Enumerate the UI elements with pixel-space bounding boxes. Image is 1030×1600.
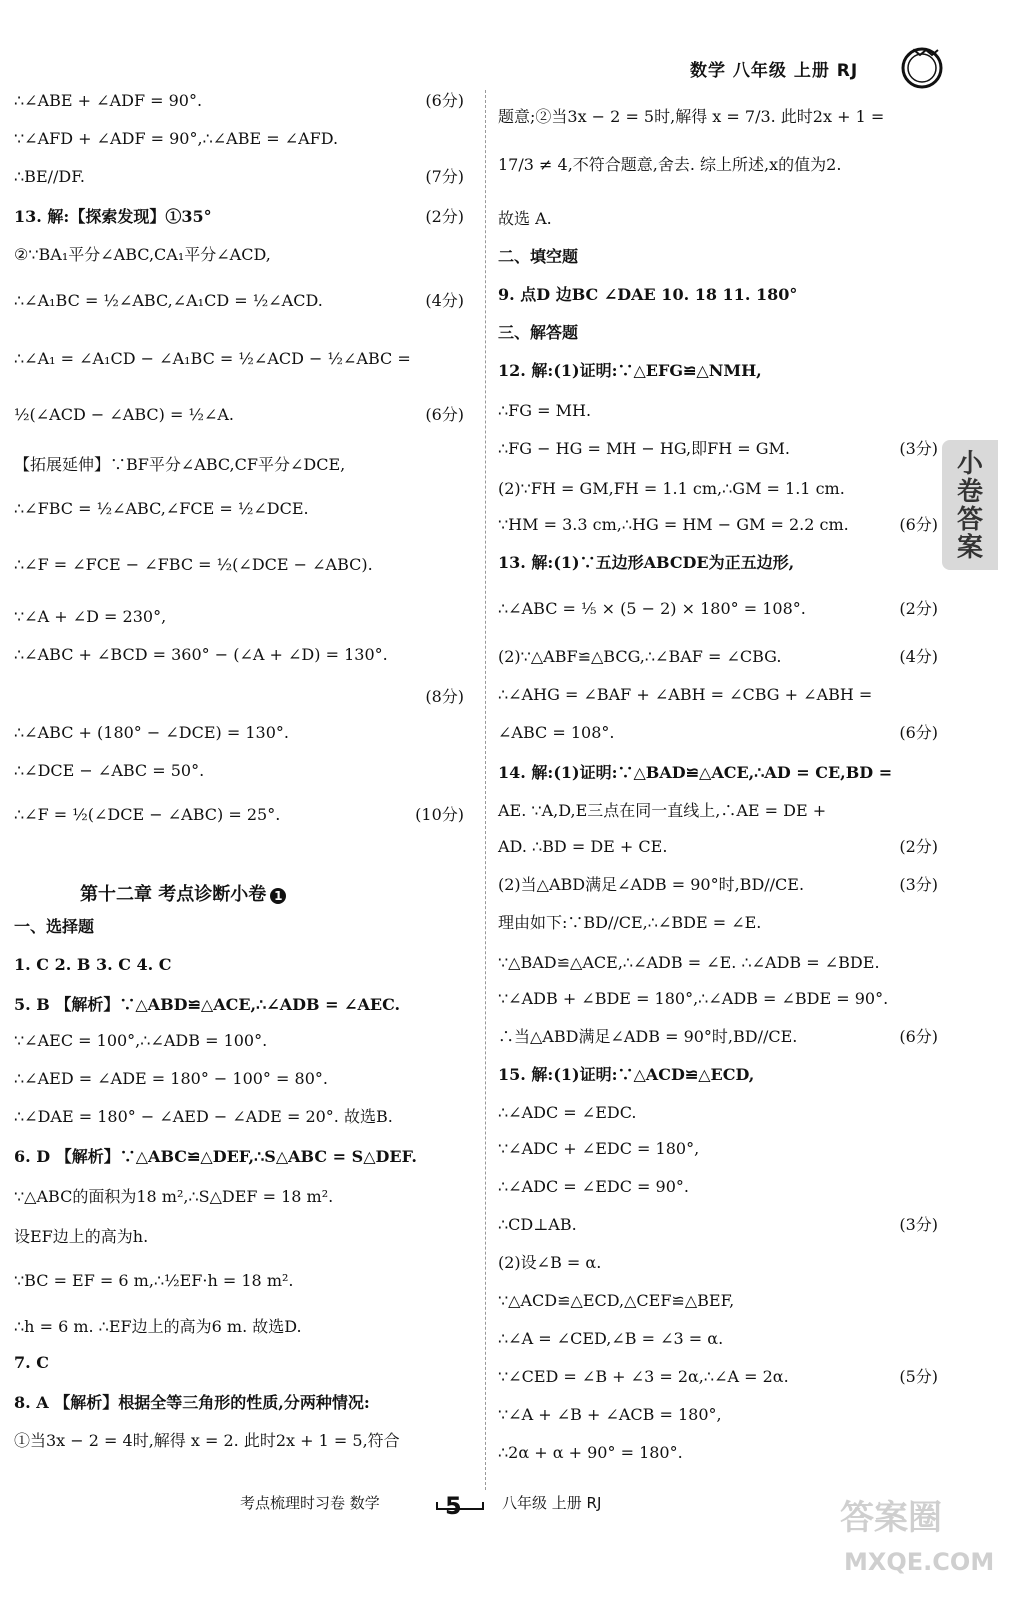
left-line xyxy=(14,90,464,112)
line-text: ∴∠A = ∠CED,∠B = ∠3 = α. xyxy=(498,1329,724,1348)
chapter-number-badge: 1 xyxy=(270,888,286,904)
page-header xyxy=(690,46,960,90)
right-line xyxy=(498,552,938,574)
left-line xyxy=(14,1106,464,1128)
right-line xyxy=(498,478,938,500)
line-text: ∴∠AHG = ∠BAF + ∠ABH = ∠CBG + ∠ABH = xyxy=(498,685,873,704)
line-text: 1. C 2. B 3. C 4. C xyxy=(14,955,172,974)
right-line xyxy=(498,988,938,1010)
line-text: ∴BE//DF. xyxy=(14,167,85,186)
line-text: (2)当△ABD满足∠ADB = 90°时,BD//CE. xyxy=(498,875,805,894)
left-line xyxy=(14,498,464,520)
line-text: ∵∠AFD + ∠ADF = 90°,∴∠ABE = ∠AFD. xyxy=(14,129,339,148)
score-label: (10分) xyxy=(415,805,464,824)
line-text: ∴∠F = ∠FCE − ∠FBC = ½(∠DCE − ∠ABC). xyxy=(14,555,373,574)
left-line xyxy=(14,1270,464,1292)
line-text: ∴∠ABC + ∠BCD = 360° − (∠A + ∠D) = 130°. xyxy=(14,645,388,664)
left-line xyxy=(14,166,464,188)
right-line xyxy=(498,836,938,858)
right-line xyxy=(498,1138,938,1160)
line-text: 12. 解:(1)证明:∵△EFG≌△NMH, xyxy=(498,361,762,380)
line-text: ∵HM = 3.3 cm,∴HG = HM − GM = 2.2 cm. xyxy=(498,515,849,534)
line-text: AE. ∵A,D,E三点在同一直线上,∴AE = DE + xyxy=(498,801,827,820)
line-text: 13. 解:(1)∵五边形ABCDE为正五边形, xyxy=(498,553,795,572)
line-text: 6. D 【解析】∵△ABC≌△DEF,∴S△ABC = S△DEF. xyxy=(14,1147,417,1166)
left-line xyxy=(14,348,464,370)
left-line xyxy=(14,644,464,666)
line-text: ∵∠ADB + ∠BDE = 180°,∴∠ADB = ∠BDE = 90°. xyxy=(498,989,889,1008)
line-text: 设EF边上的高为h. xyxy=(14,1227,149,1246)
score-label: (3分) xyxy=(899,875,938,894)
watermark-top: 答案圈 xyxy=(840,1498,942,1538)
left-line xyxy=(14,554,464,576)
column-divider xyxy=(485,90,486,1490)
left-line xyxy=(14,404,464,426)
left-line xyxy=(14,206,464,228)
left-line xyxy=(14,1352,464,1374)
left-line xyxy=(14,760,464,782)
line-text: 5. B 【解析】∵△ABD≌△ACE,∴∠ADB = ∠AEC. xyxy=(14,995,401,1014)
score-label: (2分) xyxy=(899,599,938,618)
line-text: ∴∠AED = ∠ADE = 180° − 100° = 80°. xyxy=(14,1069,328,1088)
right-line xyxy=(498,246,938,268)
line-text: (2)设∠B = α. xyxy=(498,1253,602,1272)
left-line xyxy=(14,954,464,976)
footer-left: 考点梳理时习卷 数学 xyxy=(240,1494,380,1512)
line-text: ∴CD⊥AB. xyxy=(498,1215,577,1234)
watermark xyxy=(800,1488,1020,1588)
right-line xyxy=(498,514,938,536)
page-footer xyxy=(240,1480,720,1520)
line-text: ∴FG − HG = MH − HG,即FH = GM. xyxy=(498,439,791,458)
score-label: (6分) xyxy=(899,723,938,742)
left-line xyxy=(14,1316,464,1338)
line-text: ∴∠ADC = ∠EDC. xyxy=(498,1103,637,1122)
score-label: (7分) xyxy=(425,167,464,186)
line-text: 17/3 ≠ 4,不符合题意,舍去. 综上所述,x的值为2. xyxy=(498,155,842,174)
left-line xyxy=(14,722,464,744)
right-line xyxy=(498,1064,938,1086)
left-line xyxy=(14,1430,464,1452)
score-label: (6分) xyxy=(425,91,464,110)
line-text: ①当3x − 2 = 4时,解得 x = 2. 此时2x + 1 = 5,符合 xyxy=(14,1431,400,1450)
line-text: ∴∠DCE − ∠ABC = 50°. xyxy=(14,761,205,780)
chapter-title xyxy=(80,880,286,906)
right-line xyxy=(498,208,938,230)
line-text: ②∵BA₁平分∠ABC,CA₁平分∠ACD, xyxy=(14,245,271,264)
score-label: (4分) xyxy=(899,647,938,666)
right-line xyxy=(498,106,938,128)
score-label: (4分) xyxy=(425,291,464,310)
footer-right: 八年级 上册 RJ xyxy=(502,1494,602,1512)
line-text: ½(∠ACD − ∠ABC) = ½∠A. xyxy=(14,405,234,424)
line-text: ∴∠DAE = 180° − ∠AED − ∠ADE = 20°. 故选B. xyxy=(14,1107,393,1126)
line-text: (2)∵FH = GM,FH = 1.1 cm,∴GM = 1.1 cm. xyxy=(498,479,845,498)
right-line xyxy=(498,284,938,306)
line-text: ∵∠ADC + ∠EDC = 180°, xyxy=(498,1139,700,1158)
left-line xyxy=(14,1146,464,1168)
left-line xyxy=(14,454,464,476)
left-line xyxy=(14,994,464,1016)
left-line xyxy=(14,606,464,628)
line-text: ∴FG = MH. xyxy=(498,401,592,420)
chapter-title-text: 第十二章 考点诊断小卷 xyxy=(80,884,267,905)
right-line xyxy=(498,598,938,620)
line-text: ∴当△ABD满足∠ADB = 90°时,BD//CE. xyxy=(498,1027,798,1046)
right-line xyxy=(498,762,938,784)
score-label: (2分) xyxy=(425,207,464,226)
right-line xyxy=(498,800,938,822)
right-line xyxy=(498,646,938,668)
line-text: 13. 解:【探索发现】①35° xyxy=(14,207,212,226)
right-line xyxy=(498,438,938,460)
line-text: ∴∠ABE + ∠ADF = 90°. xyxy=(14,91,203,110)
line-text: 题意;②当3x − 2 = 5时,解得 x = 7/3. 此时2x + 1 = xyxy=(498,107,885,126)
page-number-bracket xyxy=(436,1502,484,1510)
line-text: AD. ∴BD = DE + CE. xyxy=(498,837,668,856)
line-text: 三、解答题 xyxy=(498,323,579,342)
left-line xyxy=(14,804,464,826)
line-text: 14. 解:(1)证明:∵△BAD≌△ACE,∴AD = CE,BD = xyxy=(498,763,893,782)
right-line xyxy=(498,1366,938,1388)
line-text: ∴∠ABC = ⅕ × (5 − 2) × 180° = 108°. xyxy=(498,599,806,618)
score-label: (6分) xyxy=(899,1027,938,1046)
line-text: ∴∠F = ½(∠DCE − ∠ABC) = 25°. xyxy=(14,805,281,824)
line-text: (2)∵△ABF≌△BCG,∴∠BAF = ∠CBG. xyxy=(498,647,782,666)
line-text: 7. C xyxy=(14,1353,50,1372)
line-text: 二、填空题 xyxy=(498,247,579,266)
line-text: 理由如下:∵BD//CE,∴∠BDE = ∠E. xyxy=(498,913,762,932)
line-text: 15. 解:(1)证明:∵△ACD≌△ECD, xyxy=(498,1065,755,1084)
left-line xyxy=(14,1030,464,1052)
left-line xyxy=(14,1392,464,1414)
line-text: ∴∠A₁ = ∠A₁CD − ∠A₁BC = ½∠ACD − ½∠ABC = xyxy=(14,349,411,368)
left-line xyxy=(14,128,464,150)
score-label: (5分) xyxy=(899,1367,938,1386)
right-line xyxy=(498,1328,938,1350)
score-label: (2分) xyxy=(899,837,938,856)
line-text: ∵△BAD≌△ACE,∴∠ADB = ∠E. ∴∠ADB = ∠BDE. xyxy=(498,953,880,972)
right-line xyxy=(498,1214,938,1236)
score-label: (3分) xyxy=(899,439,938,458)
left-line xyxy=(14,244,464,266)
line-text: 一、选择题 xyxy=(14,917,95,936)
line-text: ∴h = 6 m. ∴EF边上的高为6 m. 故选D. xyxy=(14,1317,302,1336)
right-line xyxy=(498,1102,938,1124)
right-line xyxy=(498,1176,938,1198)
page-number: 5 xyxy=(445,1492,462,1520)
line-text: 故选 A. xyxy=(498,209,552,228)
left-line xyxy=(14,1068,464,1090)
line-text: ∵∠CED = ∠B + ∠3 = 2α,∴∠A = 2α. xyxy=(498,1367,789,1386)
side-tab-label: 小卷答案 xyxy=(956,449,983,563)
score-label: (6分) xyxy=(899,515,938,534)
line-text: ∴∠ABC + (180° − ∠DCE) = 130°. xyxy=(14,723,289,742)
line-text: ∵BC = EF = 6 m,∴½EF·h = 18 m². xyxy=(14,1271,294,1290)
score-label: (8分) xyxy=(425,687,464,706)
line-text: ∴∠A₁BC = ½∠ABC,∠A₁CD = ½∠ACD. xyxy=(14,291,323,310)
line-text: ∵△ABC的面积为18 m²,∴S△DEF = 18 m². xyxy=(14,1187,334,1206)
line-text: ∴∠ADC = ∠EDC = 90°. xyxy=(498,1177,689,1196)
line-text: ∴∠FBC = ½∠ABC,∠FCE = ½∠DCE. xyxy=(14,499,309,518)
right-line xyxy=(498,1442,938,1464)
line-text: ∠ABC = 108°. xyxy=(498,723,615,742)
right-line xyxy=(498,360,938,382)
right-line xyxy=(498,400,938,422)
left-line xyxy=(14,1226,464,1248)
left-line xyxy=(14,290,464,312)
watermark-bottom: MXQE.COM xyxy=(844,1548,995,1576)
right-line xyxy=(498,322,938,344)
line-text: ∴2α + α + 90° = 180°. xyxy=(498,1443,683,1462)
right-line xyxy=(498,1252,938,1274)
right-line xyxy=(498,722,938,744)
right-line xyxy=(498,1290,938,1312)
right-line xyxy=(498,952,938,974)
right-line xyxy=(498,684,938,706)
line-text: 8. A 【解析】根据全等三角形的性质,分两种情况: xyxy=(14,1393,370,1412)
line-text: ∵∠A + ∠B + ∠ACB = 180°, xyxy=(498,1405,722,1424)
line-text: ∵∠AEC = 100°,∴∠ADB = 100°. xyxy=(14,1031,268,1050)
line-text: 【拓展延伸】∵BF平分∠ABC,CF平分∠DCE, xyxy=(14,455,346,474)
line-text: ∵∠A + ∠D = 230°, xyxy=(14,607,167,626)
side-tab xyxy=(942,440,998,570)
line-text: ∵△ACD≌△ECD,△CEF≌△BEF, xyxy=(498,1291,735,1310)
publisher-logo-icon xyxy=(900,46,944,90)
right-line xyxy=(498,154,938,176)
right-line xyxy=(498,1026,938,1048)
header-text: 数学 八年级 上册 RJ xyxy=(690,61,859,81)
right-line xyxy=(498,912,938,934)
left-line xyxy=(14,1186,464,1208)
left-line xyxy=(14,916,464,938)
right-line xyxy=(498,1404,938,1426)
right-line xyxy=(498,874,938,896)
score-label: (6分) xyxy=(425,405,464,424)
score-label: (3分) xyxy=(899,1215,938,1234)
line-text: 9. 点D 边BC ∠DAE 10. 18 11. 180° xyxy=(498,285,798,304)
